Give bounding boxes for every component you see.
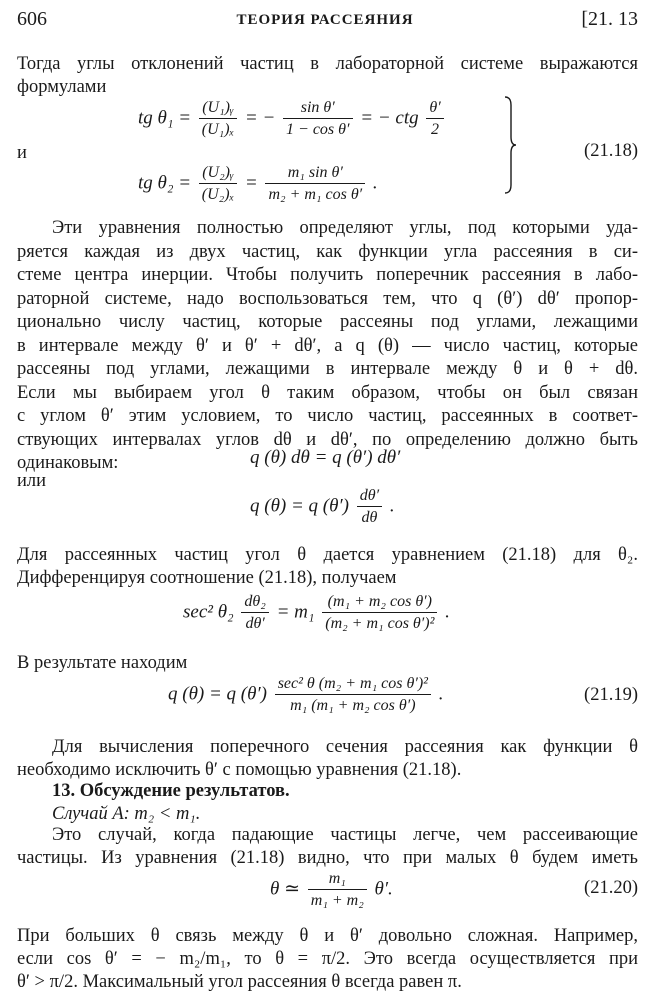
case-label: Случай А:	[52, 804, 130, 824]
text-line: частицы. Из уравнения (21.18) видно, что при малых θ будем иметь	[17, 848, 638, 868]
numerator: sin θ′	[300, 99, 335, 116]
text-line: Для рассеянных частиц угол θ дается уравнением (21.18) для θ₂.	[17, 545, 638, 565]
eq6-lhs: q (θ) = q (θ′)	[168, 683, 267, 705]
eq2-lhs: tg θ₂ =	[138, 172, 192, 194]
equation-q-dtheta: q (θ) dθ = q (θ′) dθ′	[250, 447, 401, 468]
fraction	[275, 674, 431, 716]
denominator: dθ	[357, 506, 382, 528]
page-number: 606	[17, 8, 47, 30]
eq5-end: .	[445, 601, 450, 623]
eq1-ctg: = − ctg	[360, 107, 419, 129]
text-line: Дифференцируя соотношение (21.18), получаем	[17, 568, 397, 588]
equation-21-19	[168, 674, 443, 716]
denominator: 1 − cos θ′	[283, 118, 352, 140]
equation-number: (21.20)	[584, 878, 638, 898]
fraction	[322, 592, 437, 634]
equation-21-20	[270, 869, 393, 911]
denominator: (U₂)ₓ	[199, 183, 237, 205]
fraction	[199, 163, 237, 205]
numerator: (U₁)ᵧ	[202, 99, 234, 116]
eq5-mid: = m₁	[276, 601, 315, 623]
eq7-end: θ′.	[374, 878, 393, 900]
text-line: Если мы выбираем угол θ таким образом, чтобы он был связан	[17, 383, 638, 403]
eq4-end: .	[389, 495, 395, 517]
denominator: m₂ + m₁ cos θ′	[265, 183, 365, 205]
numerator: (U₂)ᵧ	[202, 164, 234, 181]
equation-sec-squared	[183, 592, 450, 634]
eq2-equals: =	[244, 172, 258, 194]
eq6-end: .	[438, 683, 444, 705]
text-line: в интервале между θ′ и θ′ + dθ′, а q (θ) — число частиц, которые	[17, 336, 638, 356]
text-line: В результате находим	[17, 653, 188, 673]
text-line: При больших θ связь между θ и θ′ довольно сложная. Например,	[17, 926, 638, 946]
section-reference: [21. 13	[581, 8, 638, 30]
denominator: (U₁)ₓ	[199, 118, 237, 140]
fraction	[283, 98, 352, 140]
fraction	[265, 163, 365, 205]
equation-tg-theta1	[138, 98, 447, 140]
text-line: θ′ > π/2. Максимальный угол рассеяния θ всегда равен π.	[17, 972, 462, 992]
fraction	[199, 98, 237, 140]
text-line: ряется каждая из двух частиц, как функции угла рассеяния в си-	[17, 242, 638, 262]
eq4-lhs: q (θ) = q (θ′)	[250, 495, 349, 517]
text-line: рассеяны под углами, лежащими в интервале между θ и θ + dθ.	[17, 359, 638, 379]
equation-q-ratio	[250, 486, 395, 528]
denominator: 2	[426, 118, 443, 140]
fraction	[426, 98, 443, 140]
denominator: dθ′	[241, 612, 268, 634]
denominator: m₁ + m₂	[308, 889, 367, 911]
numerator: m₁ sin θ′	[287, 164, 343, 181]
fraction	[308, 869, 367, 911]
case-condition: m₂ < m₁.	[134, 804, 201, 824]
or-word: или	[17, 471, 47, 491]
denominator: (m₂ + m₁ cos θ′)²	[322, 612, 437, 634]
running-title: ТЕОРИЯ РАССЕЯНИЯ	[236, 12, 414, 28]
text-line: Эти уравнения полностью определяют углы, под которыми уда-	[52, 218, 638, 238]
text-line: ционально числу частиц, которые рассеяны под углами, лежащими	[17, 312, 638, 332]
text-line: раторной системе, надо воспользоваться тем, что q (θ′) dθ′ пропор-	[17, 289, 638, 309]
text-line: если cos θ′ = − m₂/m₁, то θ = π/2. Это всегда осуществляется при	[17, 949, 638, 969]
section-heading: 13. Обсуждение результатов.	[52, 781, 290, 801]
numerator: dθ₂	[244, 593, 266, 610]
eq1-lhs: tg θ₁ =	[138, 107, 192, 129]
denominator: m₁ (m₁ + m₂ cos θ′)	[275, 694, 431, 716]
numerator: (m₁ + m₂ cos θ′)	[327, 593, 432, 610]
text-line: с углом θ′ этим условием, то число частиц, рассеянных в соответ-	[17, 406, 638, 426]
text-line: стеме центра инерции. Чтобы получить поперечник рассеяния в лабо-	[17, 265, 638, 285]
text-line: одинаковым:	[17, 453, 119, 473]
fraction	[357, 486, 382, 528]
eq5-lhs: sec² θ₂	[183, 601, 234, 623]
eq7-lhs: θ ≃	[270, 878, 301, 900]
text-line: необходимо исключить θ′ с помощью уравнения (21.18).	[17, 760, 462, 780]
eq1-mid: = −	[244, 107, 276, 129]
right-brace	[503, 95, 517, 195]
text-line: Это случай, когда падающие частицы легче, чем рассеивающие	[52, 825, 638, 845]
equation-number: (21.18)	[584, 141, 638, 161]
numerator: sec² θ (m₂ + m₁ cos θ′)²	[277, 675, 428, 692]
text-line: Для вычисления поперечного сечения рассеяния как функции θ	[52, 737, 638, 757]
equation-number: (21.19)	[584, 685, 638, 705]
numerator: θ′	[429, 99, 441, 116]
text-line: Тогда углы отклонений частиц в лабораторной системе выражаются	[17, 54, 638, 74]
equation-tg-theta2	[138, 163, 378, 205]
numerator: dθ′	[359, 487, 380, 504]
numerator: m₁	[328, 870, 346, 887]
and-word: и	[17, 143, 27, 163]
text-line: ствующих интервалах углов dθ и dθ′, по определению должно быть	[17, 430, 638, 450]
eq2-end: .	[372, 172, 378, 194]
text-line: формулами	[17, 77, 107, 97]
fraction	[241, 592, 268, 634]
